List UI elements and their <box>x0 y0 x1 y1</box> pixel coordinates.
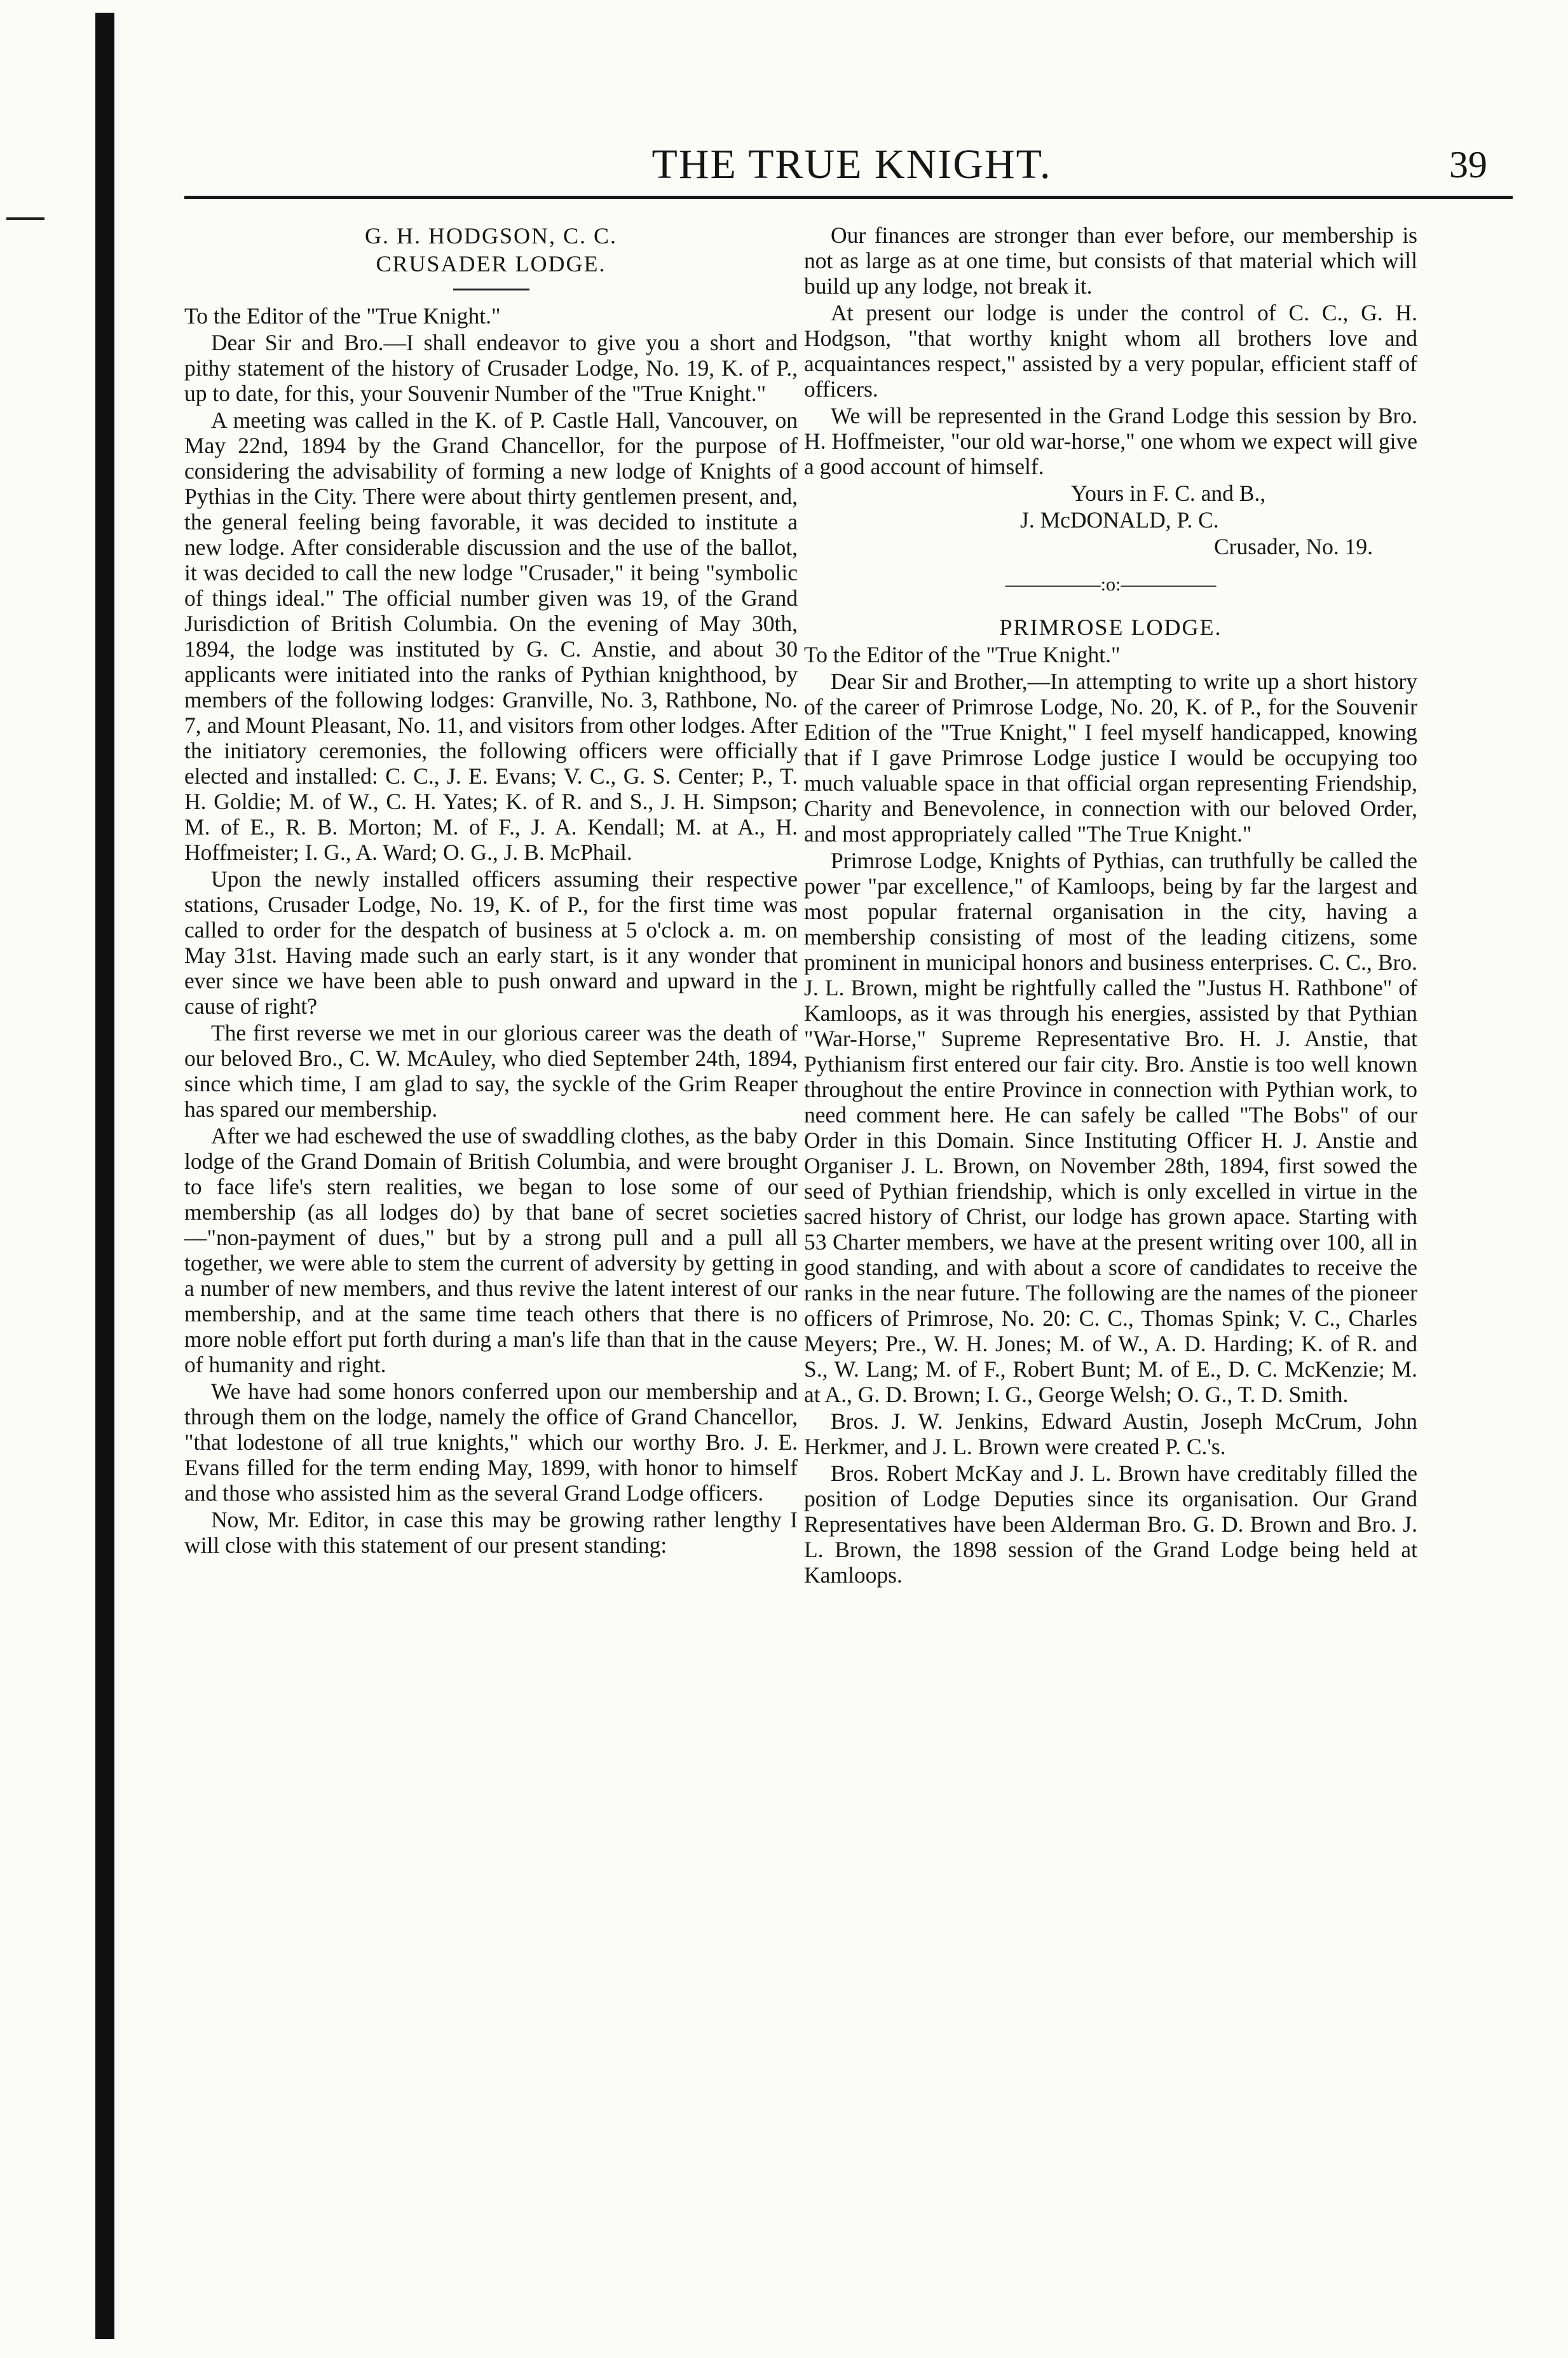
page-header <box>184 136 1513 200</box>
paragraph: Primrose Lodge, Knights of Pythias, can truthfully be called the power "par excellence," of Kamloops, being by far the largest and most popular fraternal organisation in the city, having a membership consisting of most of the leading citizens, some prominent in municipal honors and business enterprises. C. C., Bro. J. L. Brown, might be rightfully called the "Justus H. Rathbone" of Kamloops, as it was through his energies, assisted by that Pythian "War-Horse," Supreme Representative Bro. H. J. Anstie, that Pythianism first entered our fair city. Bro. Anstie is too well known throughout the entire Province in connection with Pythian work, to need comment here. He can safely be called "The Bobs" of our Order in this Domain. Since Instituting Officer H. J. Anstie and Organiser J. L. Brown, on November 28th, 1894, first sowed the seed of Pythian friendship, which is only excelled in virtue in the sacred history of Christ, our lodge has grown apace. Starting with 53 Charter members, we have at the present writing over 100, all in good standing, and with about a score of candidates to receive the ranks in the near future. The following are the names of the pioneer officers of Primrose, No. 20: C. C., Thomas Spink; V. C., Charles Meyers; Pre., W. H. Jones; M. of W., A. D. Harding; K. of R. and S., W. Lang; M. of F., Robert Bunt; M. of E., D. C. McKenzie; M. at A., G. D. Brown; I. G., George Welsh; O. G., T. D. Smith. <box>804 848 1417 1407</box>
heading-rule <box>453 289 529 290</box>
paragraph: At present our lodge is under the control of C. C., G. H. Hodgson, "that worthy knight whom all brothers love and acquaintances respect," assisted by a very popular, efficient staff of officers. <box>804 300 1417 402</box>
section-separator: —————:o:————— <box>1005 574 1217 595</box>
paragraph: We have had some honors conferred upon our membership and through them on the lodge, namely the office of Grand Chancellor, "that lodestone of all true knights," which our worthy Bro. J. E. Evans filled for the term ending May, 1899, with honor to himself and those who assisted him as the several Grand Lodge officers. <box>184 1379 798 1506</box>
paragraph: After we had eschewed the use of swaddling clothes, as the baby lodge of the Grand Domain of British Columbia, and were brought to face life's stern realities, we began to lose some of our membership (as all lodges do) by that bane of secret societies—"non-payment of dues," but by a strong pull and a pull all together, we were able to stem the current of adversity by getting in a number of new members, and thus revive the latent interest of our membership, and at the same time teach others that there is no more noble effort put forth during a man's life than that in the cause of humanity and right. <box>184 1123 798 1377</box>
paragraph: A meeting was called in the K. of P. Castle Hall, Vancouver, on May 22nd, 1894 by the Grand Chancellor, for the purpose of considering the advisability of forming a new lodge of Knights of Pythias in the City. There were about thirty gentlemen present, and, the general feeling being favorable, it was decided to institute a new lodge. After considerable discussion and the use of the ballot, it was decided to call the new lodge "Crusader," it being "symbolic of things ideal." The official number given was 19, of the Grand Jurisdiction of British Columbia. On the evening of May 30th, 1894, the lodge was instituted by G. C. Anstie, and about 30 applicants were initiated into the ranks of Pythian knighthood, by members of the following lodges: Granville, No. 3, Rathbone, No. 7, and Mount Pleasant, No. 11, and visitors from other lodges. After the initiatory ceremonies, the following officers were officially elected and installed: C. C., J. E. Evans; V. C., G. S. Center; P., T. H. Goldie; M. of W., C. H. Yates; K. of R. and S., J. H. Simpson; M. of E., R. B. Morton; M. of F., J. A. Kendall; M. at A., H. Hoffmeister; I. G., A. Ward; O. G., J. B. McPhail. <box>184 407 798 865</box>
paragraph: Bros. Robert McKay and J. L. Brown have creditably filled the position of Lodge Deputies since its organisation. Our Grand Representatives have been Alderman Bro. G. D. Brown and Bro. J. L. Brown, the 1898 session of the Grand Lodge being held at Kamloops. <box>804 1461 1417 1588</box>
margin-mark <box>6 217 44 220</box>
page-spine <box>95 13 114 2339</box>
paragraph: We will be represented in the Grand Lodge this session by Bro. H. Hoffmeister, "our old war-horse," one whom we expect will give a good account of himself. <box>804 403 1417 479</box>
signature-name: J. McDONALD, P. C. <box>1020 507 1219 533</box>
article-heading-primrose-lodge: PRIMROSE LODGE. <box>999 615 1222 640</box>
salutation: To the Editor of the "True Knight." <box>184 303 501 329</box>
header-rule <box>184 196 1513 199</box>
page-number: 39 <box>1449 144 1487 186</box>
article-heading-hodgson: G. H. HODGSON, C. C. <box>364 223 618 249</box>
paragraph: Bros. J. W. Jenkins, Edward Austin, Joseph McCrum, John Herkmer, and J. L. Brown were created P. C.'s. <box>804 1408 1417 1459</box>
left-column <box>184 222 798 1559</box>
paragraph: Dear Sir and Bro.—I shall endeavor to give you a short and pithy statement of the history of Crusader Lodge, No. 19, K. of P., up to date, for this, your Souvenir Number of the "True Knight." <box>184 330 798 406</box>
article-heading-crusader-lodge: CRUSADER LODGE. <box>376 251 606 276</box>
signature-closing: Yours in F. C. and B., <box>1071 480 1266 506</box>
salutation: To the Editor of the "True Knight." <box>804 642 1121 667</box>
paragraph: Dear Sir and Brother,—In attempting to write up a short history of the career of Primrose Lodge, No. 20, K. of P., for the Souvenir Edition of the "True Knight," I feel myself handicapped, knowing that if I gave Primrose Lodge justice I would be occupying too much valuable space in that official organ representing Friendship, Charity and Benevolence, in connection with our beloved Order, and most appropriately called "The True Knight." <box>804 669 1417 847</box>
paragraph: The first reverse we met in our glorious career was the death of our beloved Bro., C. W. McAuley, who died September 24th, 1894, since which time, I am glad to say, the syckle of the Grim Reaper has spared our membership. <box>184 1020 798 1122</box>
paragraph: Now, Mr. Editor, in case this may be growing rather lengthy I will close with this statement of our present standing: <box>184 1507 798 1558</box>
paragraph: Upon the newly installed officers assuming their respective stations, Crusader Lodge, No. 19, K. of P., for the first time was called to order for the despatch of business at 5 o'clock a. m. on May 31st. Having made such an early start, is it any wonder that ever since we have been able to push onward and upward in the cause of right? <box>184 866 798 1019</box>
paragraph: Our finances are stronger than ever before, our membership is not as large as at one time, but consists of that material which will build up any lodge, not break it. <box>804 222 1417 299</box>
signature-lodge: Crusader, No. 19. <box>1214 534 1373 559</box>
running-title: THE TRUE KNIGHT. <box>651 141 1052 187</box>
right-column <box>804 222 1417 1589</box>
